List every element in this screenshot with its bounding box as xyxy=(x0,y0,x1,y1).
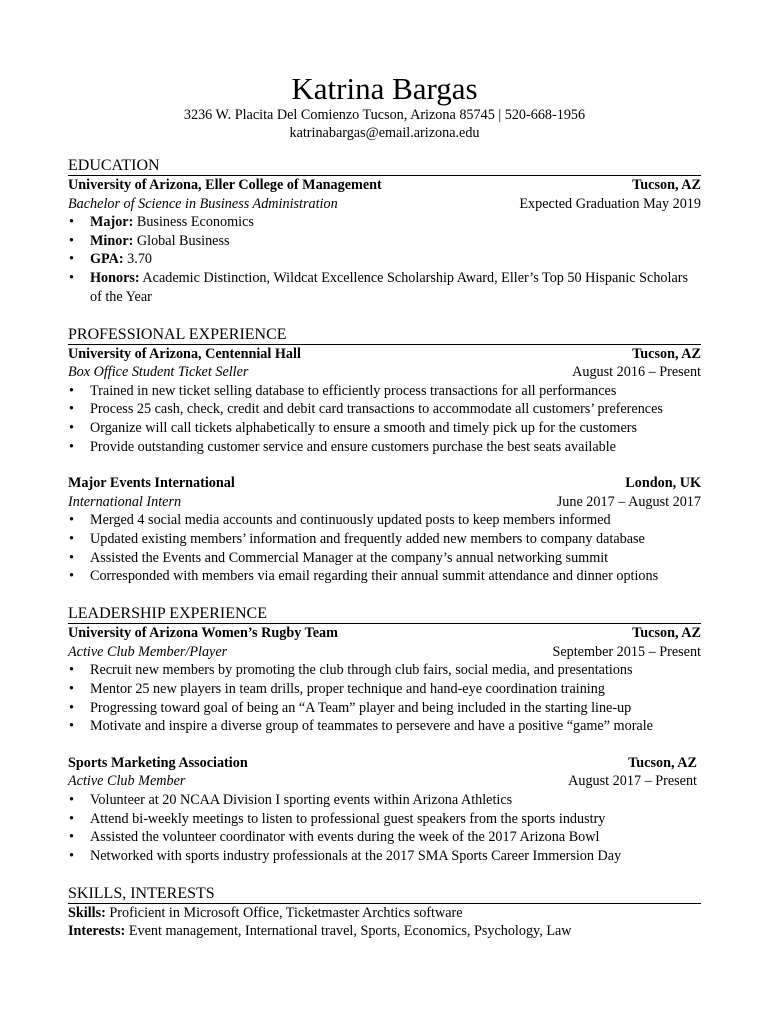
contact-address: 3236 W. Placita Del Comienzo Tucson, Arizona 85745 | 520-668-1956 xyxy=(183,107,586,123)
interests-text: Event management, International travel, Sports, Economics, Psychology, Law xyxy=(125,923,572,940)
entry-header-row xyxy=(68,345,701,364)
list-item xyxy=(90,232,701,251)
school-name: University of Arizona, Eller College of Management xyxy=(68,177,382,193)
list-item: • Mentor 25 new players in team drills, proper technique and hand-eye coordination training xyxy=(90,680,701,699)
list-item xyxy=(90,250,701,269)
skills-text: Proficient in Microsoft Office, Ticketmaster Archtics software xyxy=(105,904,463,921)
role-dates: August 2017 – Present xyxy=(568,773,697,790)
entry-role-row xyxy=(68,643,701,662)
organization-location: London, UK xyxy=(625,475,701,492)
bullet-list xyxy=(68,382,701,457)
list-item: • Process 25 cash, check, credit and debit card transactions to accommodate all customers’ preferences xyxy=(90,400,701,419)
role-dates: September 2015 – Present xyxy=(552,643,701,660)
list-item: • Motivate and inspire a diverse group of teammates to persevere and have a positive “game” morale xyxy=(90,717,701,736)
entry-header-row xyxy=(68,624,701,643)
role-title: Active Club Member xyxy=(68,773,186,790)
education-degree-row xyxy=(68,195,701,214)
detail-text: Business Economics xyxy=(133,214,254,230)
professional-experience-section xyxy=(68,325,701,587)
detail-text: Global Business xyxy=(133,232,230,249)
section-title-professional: PROFESSIONAL EXPERIENCE xyxy=(68,325,701,345)
list-item: • Merged 4 social media accounts and continuously updated posts to keep members informed xyxy=(90,511,701,530)
skills-line xyxy=(68,904,701,923)
bullet-list xyxy=(68,791,701,866)
role-title: Box Office Student Ticket Seller xyxy=(68,364,249,381)
organization-location: Tucson, AZ xyxy=(632,625,701,642)
interests-line xyxy=(68,922,701,941)
detail-label: Honors: xyxy=(90,270,140,287)
list-item: • Recruit new members by promoting the club through club fairs, social media, and presentations xyxy=(90,661,701,680)
section-title-skills: SKILLS, INTERESTS xyxy=(68,884,701,904)
entry-role-row xyxy=(68,493,701,512)
list-item: • Updated existing members’ information and frequently added new members to company database xyxy=(90,530,701,549)
list-item: • Progressing toward goal of being an “A Team” player and being included in the starting line-up xyxy=(90,699,701,718)
list-item: • Corresponded with members via email regarding their annual summit attendance and dinner options xyxy=(90,567,701,586)
entry-role-row xyxy=(68,363,701,382)
role-title: International Intern xyxy=(68,493,182,510)
detail-label: Minor: xyxy=(90,232,134,249)
entry-header-row xyxy=(68,474,701,493)
list-item: • Assisted the volunteer coordinator with events during the week of the 2017 Arizona Bowl xyxy=(90,828,701,847)
detail-label: GPA: xyxy=(90,251,124,268)
role-dates: August 2016 – Present xyxy=(572,364,701,381)
leadership-experience-section xyxy=(68,604,701,866)
list-item: • Organize will call tickets alphabetically to ensure a smooth and timely pick up for the customers xyxy=(90,419,701,438)
degree-name: Bachelor of Science in Business Administration xyxy=(68,195,338,212)
entry-header-row xyxy=(68,754,701,773)
leadership-entry xyxy=(68,754,701,866)
organization-name: University of Arizona Women’s Rugby Team xyxy=(68,625,338,642)
skills-section xyxy=(68,884,701,941)
candidate-name: Katrina Bargas xyxy=(291,71,478,106)
list-item xyxy=(90,213,701,232)
organization-name: Sports Marketing Association xyxy=(68,754,248,771)
list-item: • Assisted the Events and Commercial Manager at the company’s annual networking summit xyxy=(90,549,701,568)
skills-label: Skills: xyxy=(68,904,106,921)
education-details-list xyxy=(68,213,701,307)
bullet-list xyxy=(68,661,701,736)
section-title-leadership: LEADERSHIP EXPERIENCE xyxy=(68,604,701,624)
detail-text: Academic Distinction, Wildcat Excellence Scholarship Award, Eller’s Top 50 Hispanic Scholars of the Year xyxy=(90,270,688,305)
list-item: • Provide outstanding customer service and ensure customers purchase the best seats available xyxy=(90,438,701,457)
detail-label: Major: xyxy=(90,214,134,230)
organization-name: University of Arizona, Centennial Hall xyxy=(68,345,301,362)
experience-entry xyxy=(68,345,701,457)
experience-entry xyxy=(68,474,701,586)
role-dates: June 2017 – August 2017 xyxy=(556,493,701,510)
list-item xyxy=(90,269,701,306)
list-item: • Networked with sports industry professionals at the 2017 SMA Sports Career Immersion Day xyxy=(90,847,701,866)
organization-location: Tucson, AZ xyxy=(632,345,701,362)
entry-role-row xyxy=(68,772,701,791)
detail-text: 3.70 xyxy=(123,251,152,268)
interests-label: Interests: xyxy=(68,923,126,940)
bullet-list xyxy=(68,511,701,586)
graduation-date: Expected Graduation May 2019 xyxy=(519,195,701,212)
contact-email: katrinabargas@email.arizona.edu xyxy=(289,125,480,141)
school-location: Tucson, AZ xyxy=(632,177,701,193)
education-school-row xyxy=(68,176,701,195)
organization-location: Tucson, AZ xyxy=(628,754,697,771)
education-section xyxy=(68,156,701,307)
section-title-education: EDUCATION xyxy=(68,156,701,176)
leadership-entry xyxy=(68,624,701,736)
list-item: • Trained in new ticket selling database to efficiently process transactions for all performances xyxy=(90,382,701,401)
list-item: • Volunteer at 20 NCAA Division I sporting events within Arizona Athletics xyxy=(90,791,701,810)
organization-name: Major Events International xyxy=(68,475,235,492)
role-title: Active Club Member/Player xyxy=(68,643,228,660)
list-item: • Attend bi-weekly meetings to listen to professional guest speakers from the sports industry xyxy=(90,810,701,829)
